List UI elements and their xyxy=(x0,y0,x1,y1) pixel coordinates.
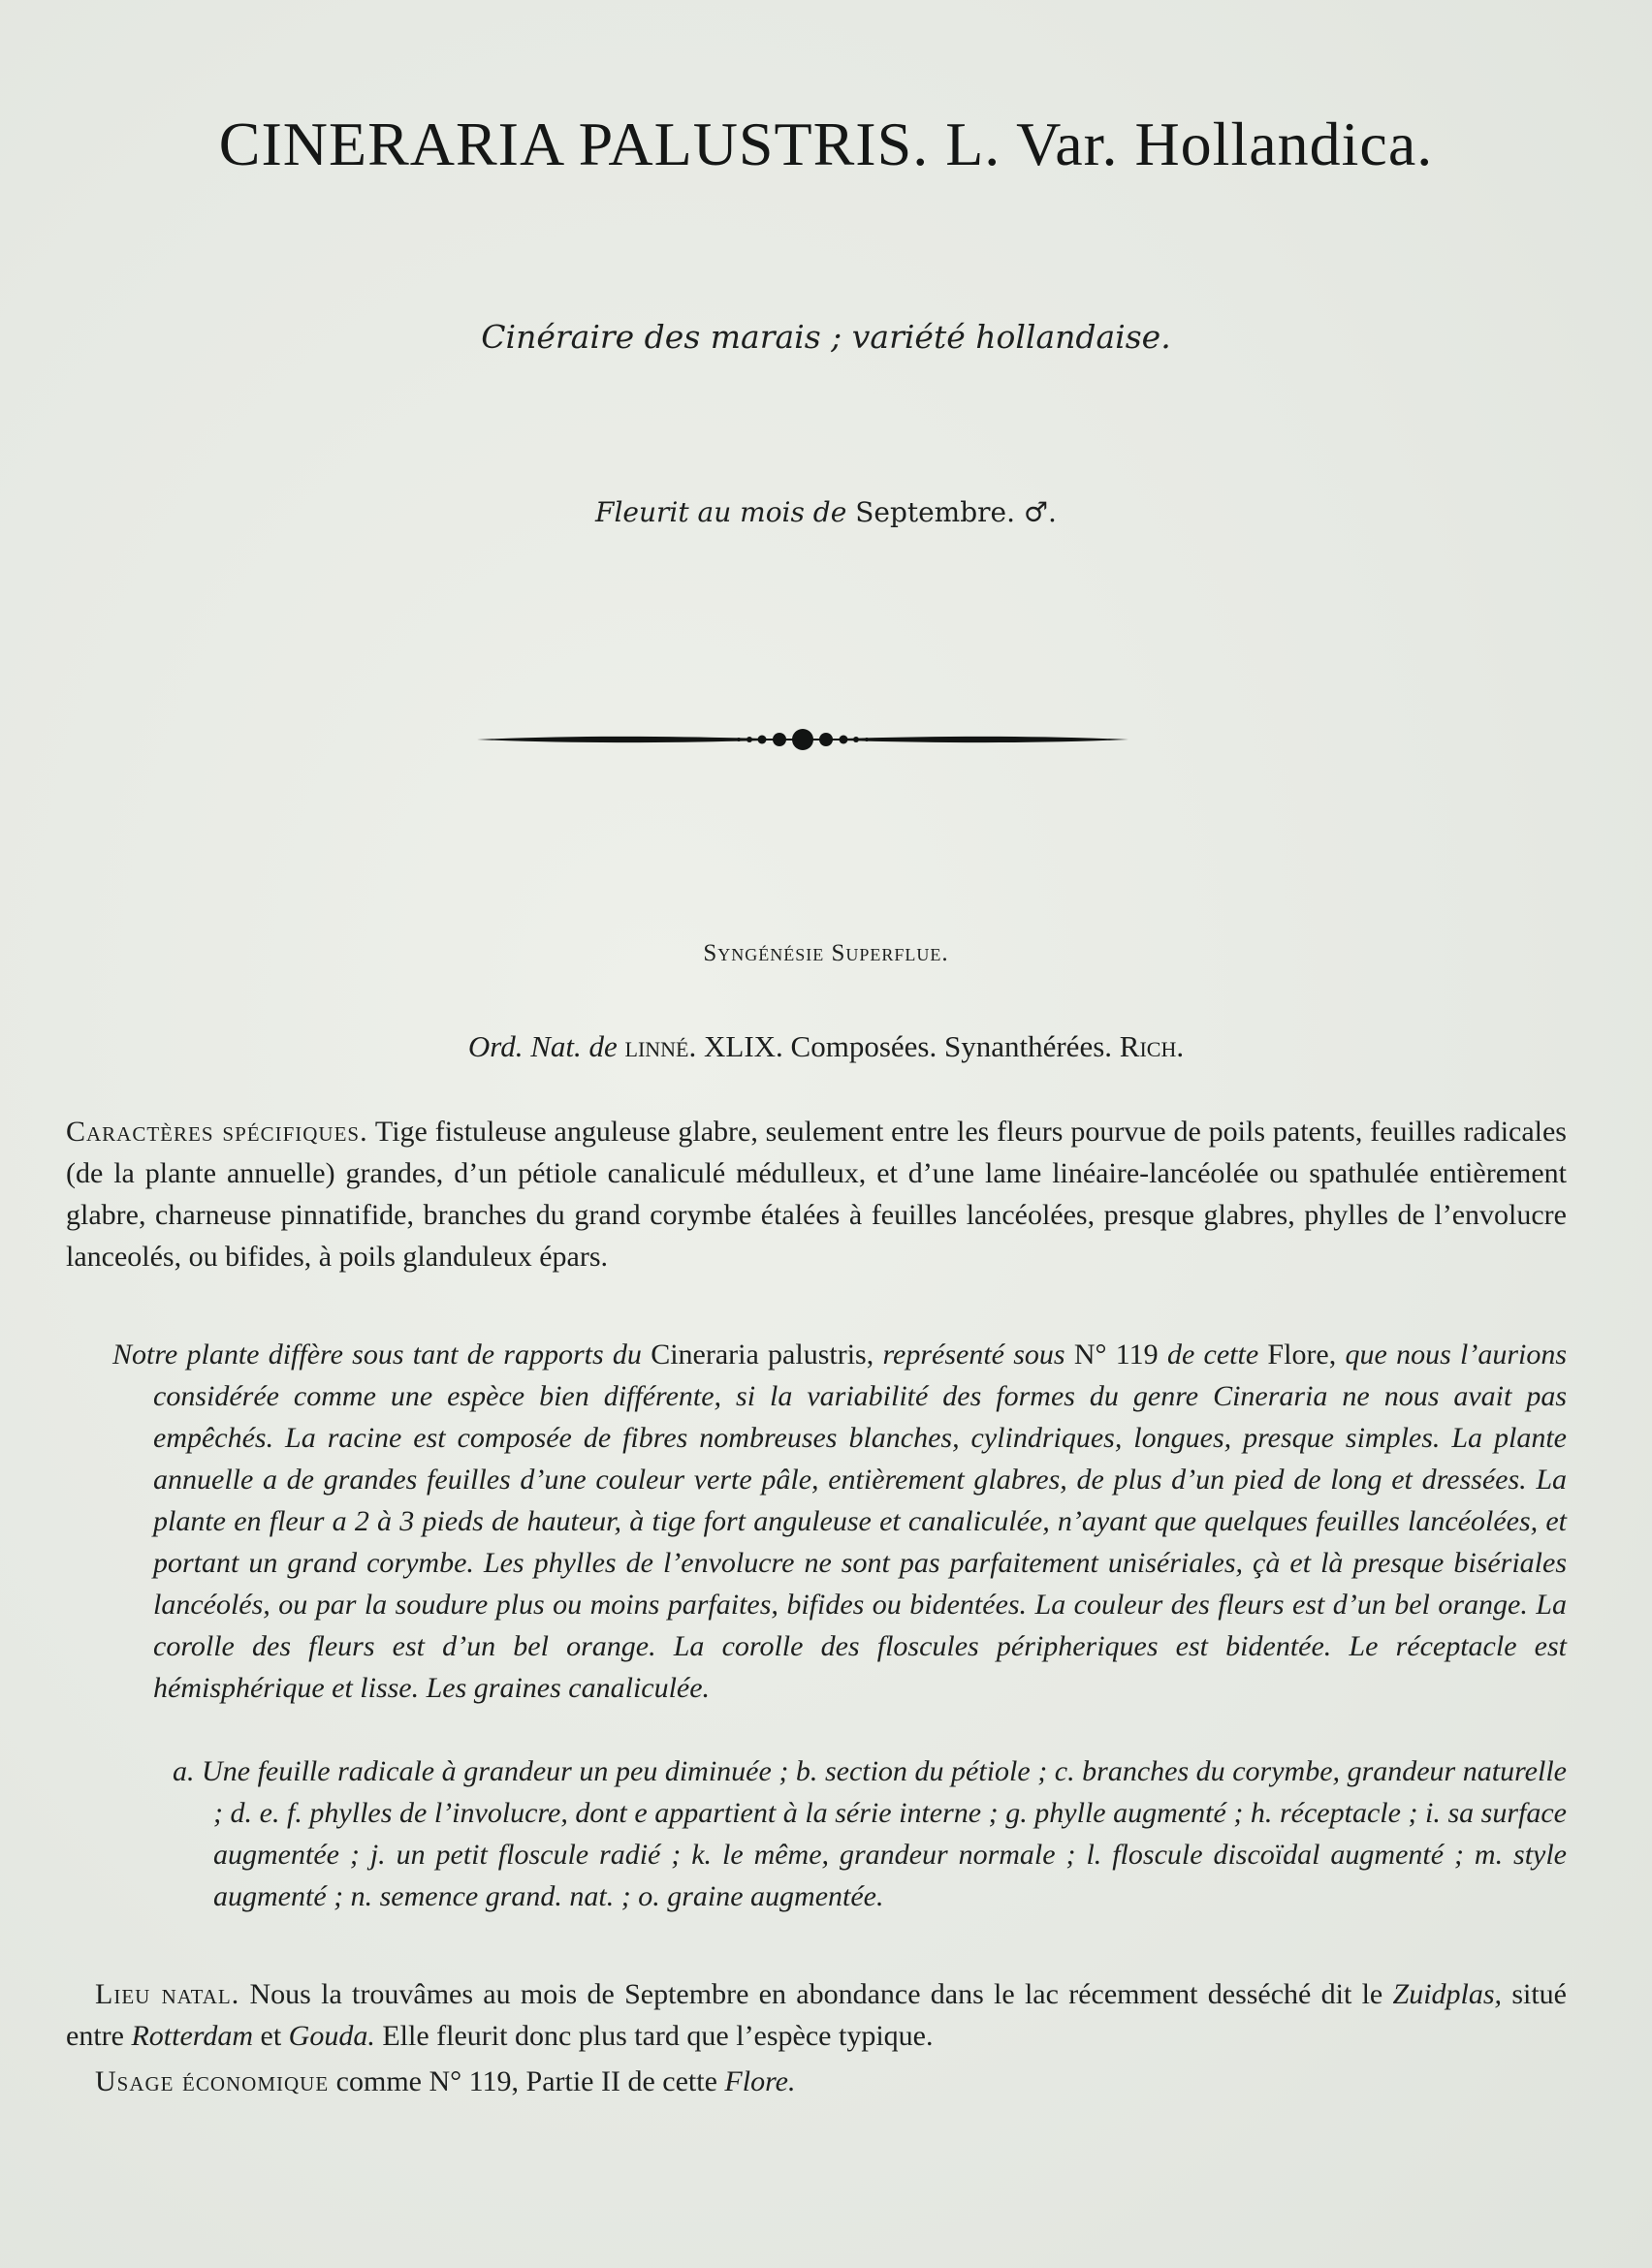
note-number: N° 119 xyxy=(1073,1339,1159,1370)
note-part-2: représenté sous xyxy=(882,1339,1065,1370)
note-part-4: que nous l’aurions considérée comme une espèce bien différente, si la variabilité des formes du genre Cineraria ne nous avait pas empêchés. La racine est composée de fibres nombreuses blanches, cylindriques, longues, presque simples. La plante annuelle a de grandes feuilles d’une couleur verte pâle, entièrement glabres, de plus d’un pied de long et dressées. La plante en fleur a 2 à 3 pieds de hauteur, à tige fort anguleuse et canaliculée, n’ayant que quelques feuilles lancéolées, et portant un grand corymbe. Les phylles de l’envolucre ne sont pas parfaitement unisériales, çà et là presque bisériales lancéolés, ou par la soudure plus ou moins parfaites, bifides ou bidentées. La couleur des fleurs est d’un bel orange. La corolle des fleurs est d’un bel orange. La corolle des floscules péripheriques est bidentée. Le réceptacle est hémisphérique et lisse. Les graines canaliculée. xyxy=(153,1339,1568,1704)
french-name: Cinéraire des marais ; variété hollandaise. xyxy=(481,318,1171,356)
note-part-3: de cette xyxy=(1166,1339,1259,1370)
order-author-rich: Rich. xyxy=(1119,1029,1185,1063)
classification-heading: Syngénésie Superflue. xyxy=(703,940,949,966)
economic-use-paragraph xyxy=(95,2061,1567,2102)
description-paragraph xyxy=(112,1334,1568,1709)
economic-use-flore: Flore. xyxy=(724,2065,796,2097)
native-place-part-3: et xyxy=(260,2020,282,2052)
specific-characters-paragraph xyxy=(66,1111,1567,1277)
native-place-part-1: Nous la trouvâmes au mois de Septembre en abondance dans le lac récemment desséché dit le xyxy=(249,1978,1383,2010)
figure-legend-paragraph: a. Une feuille radicale à grandeur un peu diminuée ; b. section du pétiole ; c. branches du corymbe, grandeur naturelle ; d. e. f. phylles de l’involucre, dont e appartient à la série interne ; g. phylle augmenté ; h. réceptacle ; i. sa surface augmentée ; j. un petit floscule radié ; k. le même, grandeur normale ; l. floscule discoïdal augmenté ; m. style augmenté ; n. semence grand. nat. ; o. graine augmentée. xyxy=(173,1755,1567,1912)
ornament-divider-icon xyxy=(473,715,1132,764)
native-place-label: Lieu natal. xyxy=(95,1978,240,2010)
native-place-paragraph xyxy=(66,1973,1567,2057)
place-gouda: Gouda. xyxy=(288,2020,375,2052)
native-place-part-4: Elle fleurit donc plus tard que l’espèce typique. xyxy=(382,2020,934,2052)
order-author: linné. xyxy=(624,1029,697,1063)
place-rotterdam: Rotterdam xyxy=(131,2020,254,2052)
economic-use-label: Usage économique xyxy=(95,2065,330,2097)
order-number: XLIX. xyxy=(704,1029,783,1063)
characters-label: Caractères spécifiques. xyxy=(66,1116,368,1148)
note-flore: Flore, xyxy=(1267,1339,1337,1370)
biennial-symbol: ♂. xyxy=(1023,496,1057,528)
flowering-prefix: Fleurit au mois de xyxy=(595,496,847,528)
flowering-month: Septembre. xyxy=(855,496,1016,528)
flowering-line xyxy=(0,496,1652,528)
place-zuidplas: Zuidplas, xyxy=(1392,1978,1503,2010)
order-label: Ord. Nat. de xyxy=(467,1029,618,1063)
order-families: Composées. Synanthérées. xyxy=(790,1029,1113,1063)
page-title: CINERARIA PALUSTRIS. L. Var. Hollandica. xyxy=(218,110,1434,178)
native-place-part-2: situé entre xyxy=(66,1978,1567,2052)
economic-use-text: comme N° 119, Partie II de cette xyxy=(335,2065,717,2097)
note-part-1: Notre plante diffère sous tant de rapports du xyxy=(112,1339,642,1370)
natural-order-line xyxy=(0,1029,1652,1064)
characters-text: Tige fistuleuse anguleuse glabre, seulement entre les fleurs pourvue de poils patents, feuilles radicales (de la plante annuelle) grandes, d’un pétiole canaliculé médulleux, et d’une lame linéaire-lancéolée ou spathulée entièrement glabre, charneuse pinnatifide, branches du grand corymbe étalées à feuilles lancéolées, presque glabres, phylles de l’envolucre lanceolés, ou bifides, à poils glanduleux épars. xyxy=(66,1116,1567,1273)
note-species: Cineraria palustris, xyxy=(651,1339,874,1370)
